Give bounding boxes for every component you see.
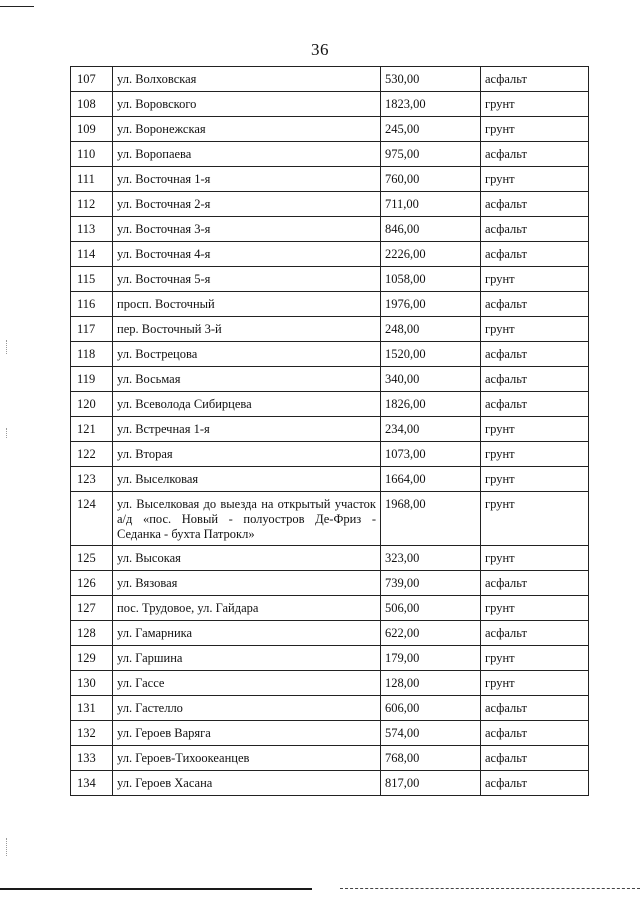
road-name-cell: ул. Выселковая [113, 467, 381, 492]
road-length-cell: 234,00 [381, 417, 481, 442]
road-surface-cell: грунт [481, 417, 589, 442]
road-surface-cell: асфальт [481, 721, 589, 746]
road-length-cell: 128,00 [381, 671, 481, 696]
row-number-cell: 121 [71, 417, 113, 442]
road-length-cell: 760,00 [381, 167, 481, 192]
roads-table [70, 66, 589, 796]
row-number-cell: 123 [71, 467, 113, 492]
table-row [71, 546, 589, 571]
road-name-cell: ул. Восточная 2-я [113, 192, 381, 217]
table-row [71, 67, 589, 92]
road-name-cell: ул. Восточная 1-я [113, 167, 381, 192]
row-number-cell: 115 [71, 267, 113, 292]
road-length-cell: 711,00 [381, 192, 481, 217]
margin-dots [6, 838, 7, 856]
road-name-cell: ул. Воропаева [113, 142, 381, 167]
table-row [71, 696, 589, 721]
road-name-cell: ул. Героев-Тихоокеанцев [113, 746, 381, 771]
road-length-cell: 768,00 [381, 746, 481, 771]
table-row [71, 292, 589, 317]
top-edge-mark [0, 6, 34, 7]
table-row [71, 596, 589, 621]
table-row [71, 92, 589, 117]
road-name-cell: просп. Восточный [113, 292, 381, 317]
road-name-cell: ул. Восьмая [113, 367, 381, 392]
table-row [71, 442, 589, 467]
road-length-cell: 340,00 [381, 367, 481, 392]
road-length-cell: 739,00 [381, 571, 481, 596]
road-name-cell: ул. Вязовая [113, 571, 381, 596]
road-surface-cell: грунт [481, 267, 589, 292]
road-surface-cell: асфальт [481, 192, 589, 217]
row-number-cell: 124 [71, 492, 113, 546]
road-surface-cell: асфальт [481, 67, 589, 92]
table-row [71, 621, 589, 646]
row-number-cell: 125 [71, 546, 113, 571]
road-name-cell: ул. Героев Хасана [113, 771, 381, 796]
road-name-cell: пер. Восточный 3-й [113, 317, 381, 342]
road-name-cell: ул. Высокая [113, 546, 381, 571]
road-surface-cell: грунт [481, 646, 589, 671]
row-number-cell: 133 [71, 746, 113, 771]
road-length-cell: 622,00 [381, 621, 481, 646]
table-row [71, 242, 589, 267]
table-row [71, 317, 589, 342]
road-surface-cell: асфальт [481, 746, 589, 771]
road-surface-cell: асфальт [481, 217, 589, 242]
row-number-cell: 132 [71, 721, 113, 746]
row-number-cell: 118 [71, 342, 113, 367]
road-length-cell: 846,00 [381, 217, 481, 242]
road-surface-cell: грунт [481, 317, 589, 342]
road-length-cell: 1520,00 [381, 342, 481, 367]
row-number-cell: 120 [71, 392, 113, 417]
road-surface-cell: асфальт [481, 342, 589, 367]
road-length-cell: 1976,00 [381, 292, 481, 317]
road-surface-cell: асфальт [481, 621, 589, 646]
road-name-cell: пос. Трудовое, ул. Гайдара [113, 596, 381, 621]
table-row [71, 492, 589, 546]
roads-table-body [71, 67, 589, 796]
road-name-cell: ул. Гассе [113, 671, 381, 696]
row-number-cell: 128 [71, 621, 113, 646]
row-number-cell: 107 [71, 67, 113, 92]
row-number-cell: 109 [71, 117, 113, 142]
margin-dots [6, 428, 7, 438]
road-surface-cell: грунт [481, 596, 589, 621]
road-surface-cell: асфальт [481, 292, 589, 317]
road-surface-cell: асфальт [481, 571, 589, 596]
road-name-cell: ул. Гастелло [113, 696, 381, 721]
road-name-cell: ул. Воровского [113, 92, 381, 117]
table-row [71, 167, 589, 192]
row-number-cell: 126 [71, 571, 113, 596]
road-name-cell: ул. Вострецова [113, 342, 381, 367]
road-name-cell: ул. Вторая [113, 442, 381, 467]
road-length-cell: 1826,00 [381, 392, 481, 417]
road-name-cell: ул. Воронежская [113, 117, 381, 142]
row-number-cell: 129 [71, 646, 113, 671]
row-number-cell: 134 [71, 771, 113, 796]
row-number-cell: 116 [71, 292, 113, 317]
table-row [71, 571, 589, 596]
row-number-cell: 122 [71, 442, 113, 467]
road-length-cell: 2226,00 [381, 242, 481, 267]
table-row [71, 192, 589, 217]
table-row [71, 142, 589, 167]
road-surface-cell: асфальт [481, 392, 589, 417]
road-length-cell: 606,00 [381, 696, 481, 721]
road-length-cell: 1664,00 [381, 467, 481, 492]
road-name-cell: ул. Восточная 5-я [113, 267, 381, 292]
row-number-cell: 130 [71, 671, 113, 696]
road-length-cell: 817,00 [381, 771, 481, 796]
road-surface-cell: грунт [481, 492, 589, 546]
row-number-cell: 112 [71, 192, 113, 217]
road-surface-cell: асфальт [481, 242, 589, 267]
table-row [71, 417, 589, 442]
table-row [71, 117, 589, 142]
row-number-cell: 131 [71, 696, 113, 721]
row-number-cell: 111 [71, 167, 113, 192]
table-row [71, 746, 589, 771]
road-name-cell: ул. Героев Варяга [113, 721, 381, 746]
road-name-cell: ул. Волховская [113, 67, 381, 92]
table-row [71, 267, 589, 292]
road-name-cell: ул. Гамарника [113, 621, 381, 646]
road-surface-cell: грунт [481, 92, 589, 117]
page-number: 36 [311, 40, 329, 59]
bottom-rule-dashed [340, 888, 640, 889]
road-name-cell: ул. Выселковая до выезда на открытый участок а/д «пос. Новый - полуостров Де-Фриз - Седанка - бухта Патрокл» [113, 492, 381, 546]
road-length-cell: 1073,00 [381, 442, 481, 467]
road-surface-cell: асфальт [481, 142, 589, 167]
road-length-cell: 245,00 [381, 117, 481, 142]
row-number-cell: 113 [71, 217, 113, 242]
road-length-cell: 574,00 [381, 721, 481, 746]
road-length-cell: 323,00 [381, 546, 481, 571]
table-row [71, 217, 589, 242]
road-length-cell: 1823,00 [381, 92, 481, 117]
road-name-cell: ул. Восточная 3-я [113, 217, 381, 242]
road-name-cell: ул. Всеволода Сибирцева [113, 392, 381, 417]
table-row [71, 467, 589, 492]
bottom-rule [0, 888, 312, 890]
road-surface-cell: грунт [481, 167, 589, 192]
road-length-cell: 1968,00 [381, 492, 481, 546]
road-name-cell: ул. Встречная 1-я [113, 417, 381, 442]
road-surface-cell: асфальт [481, 771, 589, 796]
table-row [71, 392, 589, 417]
row-number-cell: 108 [71, 92, 113, 117]
road-length-cell: 506,00 [381, 596, 481, 621]
table-row [71, 342, 589, 367]
table-row [71, 771, 589, 796]
road-surface-cell: грунт [481, 442, 589, 467]
row-number-cell: 119 [71, 367, 113, 392]
road-surface-cell: грунт [481, 671, 589, 696]
road-length-cell: 975,00 [381, 142, 481, 167]
row-number-cell: 110 [71, 142, 113, 167]
road-length-cell: 179,00 [381, 646, 481, 671]
row-number-cell: 127 [71, 596, 113, 621]
margin-dots [6, 340, 7, 354]
row-number-cell: 114 [71, 242, 113, 267]
road-surface-cell: грунт [481, 546, 589, 571]
road-surface-cell: асфальт [481, 367, 589, 392]
road-name-cell: ул. Восточная 4-я [113, 242, 381, 267]
road-name-cell: ул. Гаршина [113, 646, 381, 671]
table-row [71, 671, 589, 696]
table-row [71, 721, 589, 746]
road-surface-cell: грунт [481, 467, 589, 492]
road-surface-cell: грунт [481, 117, 589, 142]
road-length-cell: 1058,00 [381, 267, 481, 292]
row-number-cell: 117 [71, 317, 113, 342]
road-length-cell: 248,00 [381, 317, 481, 342]
road-length-cell: 530,00 [381, 67, 481, 92]
table-row [71, 367, 589, 392]
table-row [71, 646, 589, 671]
road-surface-cell: асфальт [481, 696, 589, 721]
